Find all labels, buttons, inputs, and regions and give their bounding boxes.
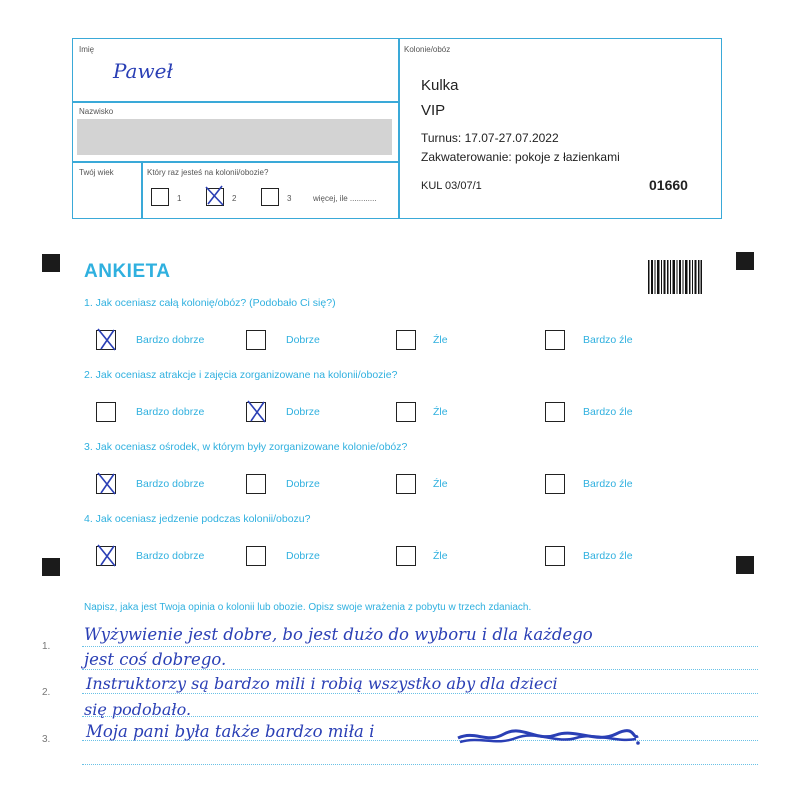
- kolonia-code: KUL 03/07/1: [421, 180, 482, 192]
- answer-text-2b[interactable]: się podobało.: [84, 700, 192, 719]
- form-divider: [141, 161, 143, 219]
- q1-option-label-2: Dobrze: [286, 334, 320, 346]
- answer-text-1b[interactable]: jest coś dobrego.: [84, 650, 227, 669]
- scribbled-out-text: [456, 726, 641, 748]
- zakwaterowanie: Zakwaterowanie: pokoje z łazienkami: [421, 150, 620, 164]
- ktory-raz-checkbox-2[interactable]: [206, 188, 224, 206]
- answer-text-2[interactable]: Instruktorzy są bardzo mili i robią wszystko aby dla dzieci: [86, 674, 558, 693]
- answer-text-1[interactable]: Wyżywienie jest dobre, bo jest dużo do wyboru i dla każdego: [84, 625, 593, 644]
- q4-option-label-3: Źle: [433, 550, 448, 562]
- nazwisko-redacted: [77, 119, 392, 155]
- nazwisko-label: Nazwisko: [79, 107, 114, 116]
- check-x-icon: [96, 472, 116, 492]
- ktory-raz-label: Który raz jesteś na kolonii/obozie?: [147, 168, 269, 177]
- check-x-icon: [205, 185, 223, 203]
- answer-line: [82, 646, 758, 647]
- form-divider: [73, 101, 398, 103]
- answer-line: [82, 669, 758, 670]
- q3-checkbox-2[interactable]: [246, 474, 266, 494]
- question-4: 4. Jak oceniasz jedzenie podczas kolonii/obozu?: [84, 513, 311, 525]
- q2-option-label-2: Dobrze: [286, 406, 320, 418]
- q1-option-label-4: Bardzo źle: [583, 334, 633, 346]
- line-number-3: 3.: [42, 734, 51, 745]
- q2-checkbox-2[interactable]: [246, 402, 266, 422]
- turnus: Turnus: 17.07-27.07.2022: [421, 131, 559, 145]
- q1-option-label-3: Źle: [433, 334, 448, 346]
- ktory-raz-checkbox-3[interactable]: [261, 188, 279, 206]
- q4-checkbox-4[interactable]: [545, 546, 565, 566]
- form-divider: [73, 161, 398, 163]
- q2-option-label-4: Bardzo źle: [583, 406, 633, 418]
- q3-option-label-2: Dobrze: [286, 478, 320, 490]
- q4-checkbox-2[interactable]: [246, 546, 266, 566]
- form-number: 01660: [649, 177, 688, 193]
- ktory-raz-option-3: 3: [287, 194, 292, 203]
- registration-mark: [736, 252, 754, 270]
- q4-checkbox-3[interactable]: [396, 546, 416, 566]
- answer-text-3[interactable]: Moja pani była także bardzo miła i: [86, 722, 375, 741]
- survey-title: ANKIETA: [84, 261, 171, 282]
- q3-option-label-4: Bardzo źle: [583, 478, 633, 490]
- check-x-icon: [96, 544, 116, 564]
- question-3: 3. Jak oceniasz ośrodek, w którym były zorganizowane kolonie/obóz?: [84, 441, 408, 453]
- line-number-1: 1.: [42, 641, 51, 652]
- line-number-2: 2.: [42, 687, 51, 698]
- q3-checkbox-1[interactable]: [96, 474, 116, 494]
- imie-label: Imię: [79, 45, 95, 54]
- header-form: [72, 38, 722, 219]
- q2-checkbox-1[interactable]: [96, 402, 116, 422]
- question-1: 1. Jak oceniasz całą kolonię/obóz? (Podobało Ci się?): [84, 297, 336, 309]
- q3-checkbox-3[interactable]: [396, 474, 416, 494]
- opinion-prompt: Napisz, jaka jest Twoja opinia o kolonii lub obozie. Opisz swoje wrażenia z pobytu w trzech zdaniach.: [84, 602, 532, 613]
- answer-line: [82, 693, 758, 694]
- ktory-raz-checkbox-1[interactable]: [151, 188, 169, 206]
- wiecej-label: więcej, ile ............: [313, 194, 377, 203]
- q1-checkbox-4[interactable]: [545, 330, 565, 350]
- q3-option-label-1: Bardzo dobrze: [136, 478, 205, 490]
- registration-mark: [736, 556, 754, 574]
- registration-mark: [42, 254, 60, 272]
- q2-option-label-3: Źle: [433, 406, 448, 418]
- q4-option-label-1: Bardzo dobrze: [136, 550, 205, 562]
- q1-option-label-1: Bardzo dobrze: [136, 334, 205, 346]
- q2-option-label-1: Bardzo dobrze: [136, 406, 205, 418]
- q4-checkbox-1[interactable]: [96, 546, 116, 566]
- registration-mark: [42, 558, 60, 576]
- answer-line: [82, 764, 758, 765]
- ktory-raz-option-2: 2: [232, 194, 237, 203]
- q1-checkbox-2[interactable]: [246, 330, 266, 350]
- q1-checkbox-3[interactable]: [396, 330, 416, 350]
- kolonia-type: VIP: [421, 102, 446, 119]
- barcode: [648, 260, 702, 294]
- q3-option-label-3: Źle: [433, 478, 448, 490]
- q4-option-label-2: Dobrze: [286, 550, 320, 562]
- q2-checkbox-4[interactable]: [545, 402, 565, 422]
- ktory-raz-option-1: 1: [177, 194, 182, 203]
- q3-checkbox-4[interactable]: [545, 474, 565, 494]
- check-x-icon: [246, 400, 266, 420]
- q1-checkbox-1[interactable]: [96, 330, 116, 350]
- q2-checkbox-3[interactable]: [396, 402, 416, 422]
- q4-option-label-4: Bardzo źle: [583, 550, 633, 562]
- imie-value[interactable]: Paweł: [113, 59, 173, 83]
- wiek-label: Twój wiek: [79, 168, 114, 177]
- form-divider: [398, 39, 400, 218]
- kolonie-label: Kolonie/obóz: [404, 45, 451, 54]
- check-x-icon: [96, 328, 116, 348]
- question-2: 2. Jak oceniasz atrakcje i zajęcia zorganizowane na kolonii/obozie?: [84, 369, 398, 381]
- kolonia-name: Kulka: [421, 77, 459, 94]
